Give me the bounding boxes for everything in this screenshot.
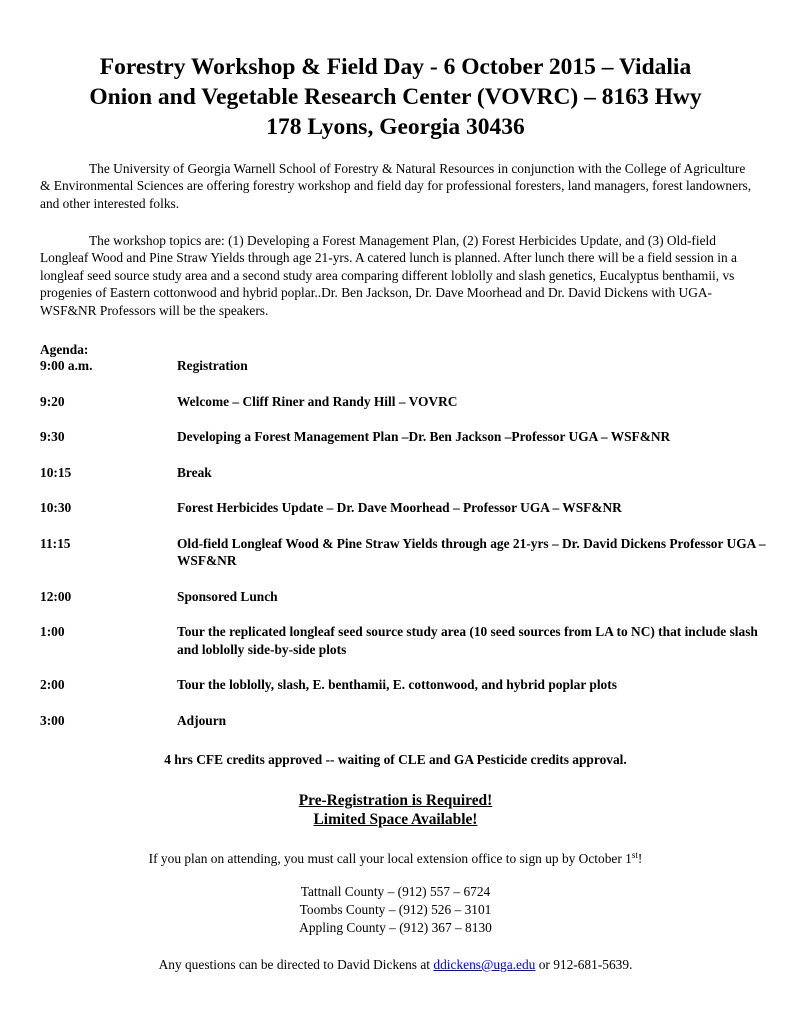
agenda-desc: Tour the replicated longleaf seed source study area (10 seed sources from LA to NC) that include slash and loblolly side-by-side plots <box>177 624 758 657</box>
contact-appling: Appling County – (912) 367 – 8130 <box>299 920 492 935</box>
title-line-3: 178 Lyons, Georgia 30436 <box>266 114 525 140</box>
agenda-desc: Registration <box>177 358 248 373</box>
agenda-row <box>40 623 770 658</box>
call-text: If you plan on attending, you must call your local extension office to sign up by October 1 <box>148 851 632 866</box>
agenda-row <box>40 588 770 606</box>
agenda-row <box>40 535 770 570</box>
agenda-row <box>40 428 770 446</box>
call-end: ! <box>637 851 643 866</box>
agenda-time: 9:00 a.m. <box>40 358 93 373</box>
agenda-desc: Forest Herbicides Update – Dr. Dave Moorhead – Professor UGA – WSF&NR <box>177 500 622 515</box>
agenda-desc: Adjourn <box>177 712 227 728</box>
limited-space: Limited Space Available! <box>313 811 478 828</box>
preregistration-required: Pre-Registration is Required! <box>298 792 493 809</box>
call-ordinal: st <box>631 850 638 860</box>
agenda-time: 12:00 <box>40 588 72 604</box>
title-line-1: Forestry Workshop & Field Day - 6 October 2015 – Vidalia <box>99 54 692 80</box>
agenda-time: 3:00 <box>40 712 65 728</box>
agenda-desc: Welcome – Cliff Riner and Randy Hill – VOVRC <box>177 393 458 409</box>
agenda-time: 9:30 <box>40 429 65 444</box>
agenda-desc: Developing a Forest Management Plan –Dr. Ben Jackson –Professor UGA – WSF&NR <box>177 429 671 444</box>
agenda-row <box>40 393 770 411</box>
agenda-desc: Break <box>177 464 212 480</box>
agenda-row <box>40 499 770 517</box>
agenda-label: Agenda: <box>40 342 89 357</box>
credits-note: 4 hrs CFE credits approved -- waiting of CLE and GA Pesticide credits approval. <box>164 752 627 767</box>
agenda-time: 10:30 <box>40 500 72 515</box>
agenda-list <box>40 357 770 729</box>
questions-prefix: Any questions can be directed to David Dickens at <box>158 957 434 972</box>
questions-suffix: or 912-681-5639. <box>535 957 633 972</box>
agenda-desc: Old-field Longleaf Wood & Pine Straw Yields through age 21-yrs – Dr. David Dickens Professor UGA – WSF&NR <box>177 535 766 568</box>
agenda-row <box>40 712 770 730</box>
topics-paragraph: The workshop topics are: (1) Developing a Forest Management Plan, (2) Forest Herbicides Update, and (3) Old-field Longleaf Wood and Pine Straw Yields through age 21-yrs. A catered lunch is planned. After lunch there will be a field session in a longleaf seed source study area and a second study area comparing different loblolly and slash genetics, Eucalyptus benthamii, vs progenies of Eastern cottonwood and hybrid poplar..Dr. Ben Jackson, Dr. Dave Moorhead and Dr. David Dickens with UGA-WSF&NR Professors will be the speakers. <box>40 233 737 318</box>
questions-line <box>0 956 791 973</box>
agenda-time: 9:20 <box>40 393 65 409</box>
agenda-desc: Sponsored Lunch <box>177 588 278 604</box>
agenda-time: 11:15 <box>40 535 71 551</box>
title-line-2: Onion and Vegetable Research Center (VOVRC) – 8163 Hwy <box>89 84 702 110</box>
page-title <box>40 52 751 142</box>
email-link[interactable]: ddickens@uga.edu <box>433 957 536 972</box>
agenda-time: 1:00 <box>40 624 65 639</box>
contact-toombs: Toombs County – (912) 526 – 3101 <box>299 902 492 917</box>
agenda-time: 2:00 <box>40 677 65 692</box>
agenda-row <box>40 357 770 375</box>
contact-tattnall: Tattnall County – (912) 557 – 6724 <box>300 884 491 899</box>
agenda-row <box>40 676 770 694</box>
agenda-row <box>40 464 770 482</box>
call-instruction <box>0 850 791 867</box>
agenda-time: 10:15 <box>40 464 72 480</box>
agenda-desc: Tour the loblolly, slash, E. benthamii, E. cottonwood, and hybrid poplar plots <box>177 677 617 692</box>
intro-paragraph: The University of Georgia Warnell School of Forestry & Natural Resources in conjunction with the College of Agriculture & Environmental Sciences are offering forestry workshop and field day for professional foresters, land managers, forest landowners, and other interested folks. <box>40 161 752 211</box>
